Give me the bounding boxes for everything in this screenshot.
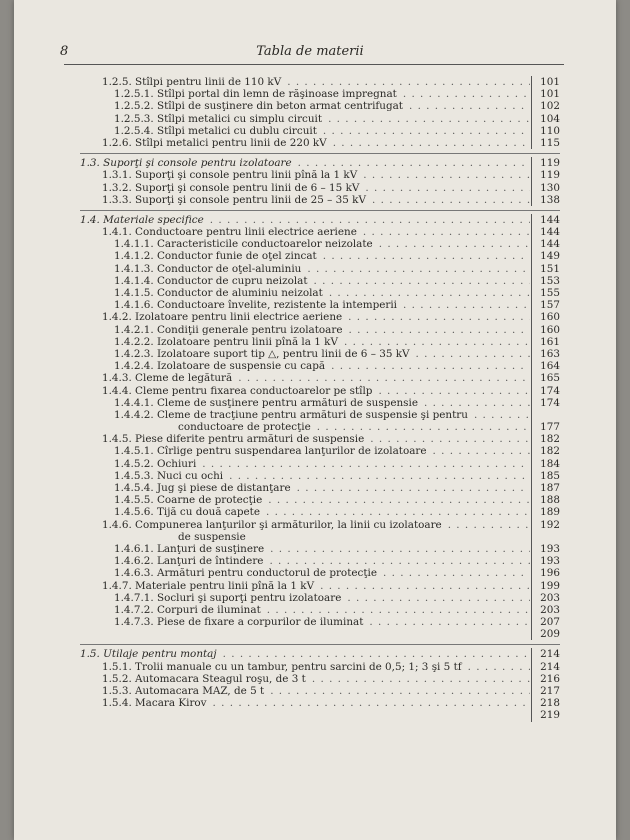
toc-entry-page: 193 <box>531 555 560 567</box>
toc-entry <box>80 543 560 555</box>
toc-entry-text: 1.2.5.3. Stîlpi metalici cu simplu circuit <box>114 112 323 125</box>
running-title: Tabla de materii <box>256 44 364 59</box>
toc-entry <box>80 648 560 660</box>
toc-entry-page: 130 <box>531 182 560 194</box>
toc-entry-page: 203 <box>531 592 560 604</box>
toc-entry-page: 189 <box>531 506 560 518</box>
toc-entry-page: 160 <box>531 311 560 323</box>
toc-entry-title <box>80 421 530 433</box>
toc-entry-title <box>80 673 530 685</box>
toc-entry <box>80 194 560 206</box>
toc-entry <box>80 299 560 311</box>
toc-entry-text: 1.4.2.2. Izolatoare pentru linii pînă la 1 kV <box>114 335 338 348</box>
toc-entry-text: 1.4.5.5. Coarne de protecţie <box>114 494 263 507</box>
toc-entry-text: 1.5.4. Macara Kirov <box>102 697 207 710</box>
toc-entry-text: 1.4.5.4. Jug şi piese de distanţare <box>114 482 291 494</box>
toc-entry-page: 165 <box>531 372 560 384</box>
toc-entry <box>80 157 560 169</box>
toc-entry-title <box>80 157 530 169</box>
toc-entry-title <box>80 263 530 275</box>
toc-entry <box>80 470 560 482</box>
toc-entry-title <box>80 194 530 206</box>
section-divider <box>80 149 560 154</box>
toc-entry <box>80 88 560 100</box>
toc-entry-page: 207 <box>531 616 560 628</box>
toc-entry-title <box>80 628 530 640</box>
toc-entry <box>80 616 560 628</box>
toc-entry-page: 102 <box>531 100 560 112</box>
toc-entry-text: 1.4.5.6. Tijă cu două capete <box>114 506 260 519</box>
toc-entry-page: 138 <box>531 194 560 206</box>
toc-entry-text: 1.4.4.1. Cleme de susţinere pentru armături de suspensie <box>114 396 418 409</box>
toc-entry <box>80 137 560 149</box>
toc-entry-text: 1.4.1.6. Conductoare învelite, rezistente la intemperii <box>114 299 397 312</box>
toc-entry-title <box>80 250 530 262</box>
toc-entry-page: 214 <box>531 648 560 660</box>
toc-entry-title <box>80 348 530 360</box>
toc-entry-page: 214 <box>531 661 560 673</box>
toc-entry-title <box>80 592 530 604</box>
toc-entry-page: 182 <box>531 433 560 445</box>
toc-entry-page: 182 <box>531 445 560 457</box>
toc-entry-text: 1.4.7.1. Socluri şi suporţi pentru izolatoare <box>114 591 342 604</box>
toc-entry-title <box>80 661 530 673</box>
toc-entry-title <box>80 238 530 250</box>
toc-entry-title <box>80 709 530 721</box>
toc-entry <box>80 238 560 250</box>
toc-entry-text: 1.4.6. Compunerea lanţurilor şi armăturilor, la linii cu izolatoare <box>102 518 442 531</box>
toc-entry <box>80 709 560 721</box>
toc-entry <box>80 445 560 457</box>
toc-entry-text: de suspensie <box>178 530 246 543</box>
toc-entry-title <box>80 409 530 421</box>
toc-entry <box>80 567 560 579</box>
toc-entry-title <box>80 580 530 592</box>
toc-entry-page: 217 <box>531 685 560 697</box>
toc-entry-page: 149 <box>531 250 560 262</box>
toc-entry-text: 1.4.2.3. Izolatoare suport tip △, pentru linii de 6 – 35 kV <box>114 347 410 360</box>
toc-entry-title <box>80 567 530 579</box>
page-number: 8 <box>60 44 69 59</box>
toc-entry-text: conductoare de protecţie <box>178 421 311 434</box>
toc-entry-page: 115 <box>531 137 560 149</box>
toc-entry <box>80 409 560 421</box>
toc-entry <box>80 348 560 360</box>
toc-entry-title <box>80 616 530 628</box>
toc-entry-text: 1.3.2. Suporţi şi console pentru linii de 6 – 15 kV <box>102 181 360 194</box>
toc-entry-text: 1.4.6.2. Lanţuri de întindere <box>114 555 264 568</box>
toc-entry-text: 1.4.1.1. Caracteristicile conductoarelor neizolate <box>114 238 373 251</box>
toc-entry-page: 119 <box>531 157 560 169</box>
toc-entry-page: 219 <box>531 709 560 721</box>
toc-entry-text: 1.4.1.5. Conductor de aluminiu neizolat <box>114 287 323 299</box>
toc-entry-page: 101 <box>531 76 560 88</box>
toc-entry-title <box>80 100 530 112</box>
toc-entry-text: 1.4.2.4. Izolatoare de suspensie cu capă <box>114 360 326 373</box>
section-divider <box>80 206 560 211</box>
toc-entry-text: 1.4.7.2. Corpuri de iluminat <box>114 603 261 616</box>
toc-entry-page: 119 <box>531 169 560 181</box>
toc-entry <box>80 385 560 397</box>
toc-entry <box>80 250 560 262</box>
toc-entry-page: 193 <box>531 543 560 555</box>
toc-entry <box>80 76 560 88</box>
toc-entry <box>80 519 560 531</box>
table-of-contents <box>80 76 560 722</box>
toc-entry <box>80 360 560 372</box>
toc-entry-text: 1.2.5.2. Stîlpi de susţinere din beton armat centrifugat <box>114 100 403 113</box>
toc-entry-title <box>80 697 530 709</box>
toc-entry-title <box>80 336 530 348</box>
toc-entry-text <box>178 709 180 721</box>
toc-entry <box>80 113 560 125</box>
toc-entry-title <box>80 555 530 567</box>
toc-entry-text: 1.4.3. Cleme de legătură <box>102 372 233 385</box>
toc-entry-text: 1.4.7.3. Piese de fixare a corpurilor de iluminat <box>114 616 364 629</box>
toc-entry-title <box>80 360 530 372</box>
toc-entry-text: 1.4.4. Cleme pentru fixarea conductoarelor pe stîlp <box>102 384 373 397</box>
toc-entry-text: 1.4.1.4. Conductor de cupru neizolat <box>114 274 308 287</box>
toc-entry-text: 1.4.2. Izolatoare pentru linii electrice aeriene <box>102 311 343 324</box>
header-rule <box>64 64 564 65</box>
toc-entry-text: 1.4. Materiale specifice <box>80 213 204 226</box>
toc-entry-title <box>80 182 530 194</box>
toc-entry-title <box>80 169 530 181</box>
toc-entry-page <box>531 409 560 421</box>
toc-entry-text: 1.4.1.3. Conductor de oţel-aluminiu <box>114 262 302 275</box>
toc-entry-text: 1.2.5.1. Stîlpi portal din lemn de răşinoase impregnat <box>114 88 397 101</box>
toc-entry-title <box>80 287 530 299</box>
toc-entry <box>80 226 560 238</box>
toc-entry <box>80 372 560 384</box>
toc-entry-page: 155 <box>531 287 560 299</box>
toc-entry-page: 161 <box>531 336 560 348</box>
toc-entry-text: 1.4.4.2. Cleme de tracţiune pentru armături de suspensie şi pentru <box>114 408 468 421</box>
toc-entry <box>80 661 560 673</box>
toc-entry-page: 151 <box>531 263 560 275</box>
page-header <box>60 42 560 64</box>
toc-entry <box>80 397 560 409</box>
toc-entry-text <box>178 628 180 640</box>
toc-entry-text: 1.5.3. Automacara MAZ, de 5 t <box>102 685 265 697</box>
toc-entry-text: 1.5.1. Trolii manuale cu un tambur, pentru sarcini de 0,5; 1; 3 şi 5 tf <box>102 660 462 673</box>
toc-entry-page: 144 <box>531 238 560 250</box>
book-page <box>14 0 616 840</box>
toc-entry-text: 1.3. Suporţi şi console pentru izolatoare <box>80 157 292 170</box>
toc-entry-page: 153 <box>531 275 560 287</box>
toc-entry <box>80 482 560 494</box>
toc-entry-title <box>80 385 530 397</box>
toc-entry-title <box>80 324 530 336</box>
toc-entry <box>80 494 560 506</box>
toc-entry-title <box>80 372 530 384</box>
toc-entry-page: 216 <box>531 673 560 685</box>
toc-entry-title <box>80 76 530 88</box>
toc-entry <box>80 592 560 604</box>
toc-entry <box>80 214 560 226</box>
toc-entry-text: 1.2.5.4. Stîlpi metalici cu dublu circuit <box>114 124 317 137</box>
toc-entry-title <box>80 458 530 470</box>
toc-entry-page: 164 <box>531 360 560 372</box>
toc-entry-page: 188 <box>531 494 560 506</box>
toc-entry-text: 1.4.5.3. Nuci cu ochi <box>114 469 224 482</box>
toc-entry-title <box>80 433 530 445</box>
toc-entry <box>80 580 560 592</box>
toc-entry-page: 185 <box>531 470 560 482</box>
toc-entry-title <box>80 506 530 518</box>
toc-entry-page: 177 <box>531 421 560 433</box>
toc-entry-text: 1.5. Utilaje pentru montaj <box>80 648 217 661</box>
toc-entry-title <box>80 519 530 531</box>
toc-entry <box>80 673 560 685</box>
toc-entry-title <box>80 311 530 323</box>
toc-entry <box>80 263 560 275</box>
toc-entry-page: 199 <box>531 580 560 592</box>
toc-entry-title <box>80 543 530 555</box>
toc-entry <box>80 100 560 112</box>
toc-entry-title <box>80 275 530 287</box>
toc-entry-text: 1.4.6.3. Armături pentru conductorul de protecţie <box>114 567 377 580</box>
toc-entry-page: 160 <box>531 324 560 336</box>
toc-entry-text: 1.4.1.2. Conductor funie de oţel zincat <box>114 250 317 263</box>
toc-entry-text: 1.4.5.1. Cîrlige pentru suspendarea lanţurilor de izolatoare <box>114 445 427 458</box>
toc-entry-title <box>80 604 530 616</box>
toc-entry-title <box>80 299 530 311</box>
toc-entry-text: 1.4.5.2. Ochiuri <box>114 457 197 470</box>
toc-entry-page: 187 <box>531 482 560 494</box>
toc-entry-page <box>531 531 560 543</box>
toc-entry-page: 218 <box>531 697 560 709</box>
toc-entry-page: 196 <box>531 567 560 579</box>
toc-entry-title <box>80 214 530 226</box>
toc-entry-page: 104 <box>531 113 560 125</box>
toc-entry-title <box>80 445 530 457</box>
toc-entry-page: 203 <box>531 604 560 616</box>
toc-entry <box>80 685 560 697</box>
toc-entry-title <box>80 113 530 125</box>
toc-entry <box>80 125 560 137</box>
toc-entry-text: 1.5.2. Automacara Steagul roşu, de 3 t <box>102 672 306 685</box>
toc-entry <box>80 531 560 543</box>
toc-entry-text: 1.4.6.1. Lanţuri de susţinere <box>114 542 265 555</box>
toc-entry-title <box>80 397 530 409</box>
toc-entry-text: 1.4.5. Piese diferite pentru armături de suspensie <box>102 433 365 446</box>
toc-entry-page: 174 <box>531 397 560 409</box>
toc-entry-title <box>80 494 530 506</box>
toc-entry-page: 209 <box>531 628 560 640</box>
toc-entry <box>80 324 560 336</box>
toc-entry-text: 1.4.1. Conductoare pentru linii electrice aeriene <box>102 226 357 239</box>
toc-entry-title <box>80 531 530 543</box>
toc-entry <box>80 275 560 287</box>
toc-entry-text: 1.4.2.1. Condiţii generale pentru izolatoare <box>114 323 343 336</box>
toc-entry-text: 1.3.3. Suporţi şi console pentru linii de 25 – 35 kV <box>102 193 366 206</box>
toc-entry-page: 144 <box>531 214 560 226</box>
toc-entry <box>80 182 560 194</box>
toc-entry-page: 101 <box>531 88 560 100</box>
toc-entry-page: 184 <box>531 458 560 470</box>
toc-entry <box>80 628 560 640</box>
toc-entry <box>80 604 560 616</box>
toc-entry-title <box>80 125 530 137</box>
toc-entry-text: 1.4.7. Materiale pentru linii pînă la 1 kV <box>102 579 315 592</box>
toc-entry-page: 110 <box>531 125 560 137</box>
toc-entry <box>80 169 560 181</box>
toc-entry-text: 1.2.5. Stîlpi pentru linii de 110 kV <box>102 76 282 88</box>
toc-entry-page: 174 <box>531 385 560 397</box>
toc-entry-text: 1.3.1. Suporţi şi console pentru linii pînă la 1 kV <box>102 169 358 182</box>
toc-entry-title <box>80 470 530 482</box>
toc-entry <box>80 506 560 518</box>
toc-entry <box>80 697 560 709</box>
toc-entry <box>80 336 560 348</box>
toc-entry-title <box>80 88 530 100</box>
toc-entry-page: 192 <box>531 519 560 531</box>
toc-entry-page: 157 <box>531 299 560 311</box>
toc-entry-title <box>80 226 530 238</box>
toc-entry <box>80 421 560 433</box>
toc-entry <box>80 433 560 445</box>
toc-entry-page: 163 <box>531 348 560 360</box>
toc-entry-title <box>80 137 530 149</box>
toc-entry <box>80 555 560 567</box>
toc-entry-text: 1.2.6. Stîlpi metalici pentru linii de 220 kV <box>102 136 327 149</box>
toc-entry <box>80 311 560 323</box>
toc-entry <box>80 287 560 299</box>
toc-entry-title <box>80 685 530 697</box>
toc-entry-page: 144 <box>531 226 560 238</box>
toc-entry <box>80 458 560 470</box>
section-divider <box>80 640 560 645</box>
toc-entry-title <box>80 648 530 660</box>
toc-entry-title <box>80 482 530 494</box>
